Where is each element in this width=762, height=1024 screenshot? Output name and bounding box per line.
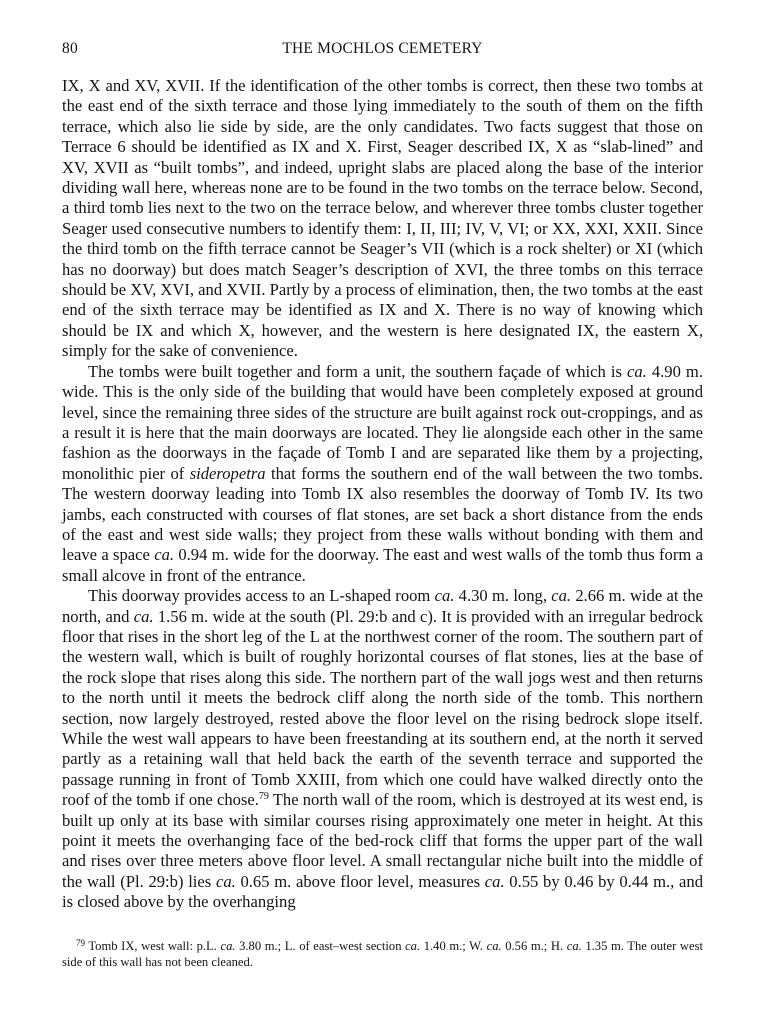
text-run: 1.35 m. The outer west side of this wall has not been cleaned. — [62, 939, 704, 969]
italic-text: ca. — [220, 939, 236, 953]
italic-text: ca. — [626, 361, 647, 381]
text-run: Tomb IX, west wall: p.L. — [85, 939, 221, 953]
italic-text: ca. — [484, 871, 505, 891]
text-run: 3.80 m.; L. of east–west section — [235, 939, 406, 953]
italic-text: sideropetra — [189, 463, 266, 483]
italic-text: ca. — [434, 586, 455, 606]
paragraph-3 — [62, 586, 703, 913]
italic-text: ca. — [133, 606, 154, 626]
text-run: This doorway provides access to an L-shaped room — [88, 586, 435, 606]
page-number: 80 — [62, 40, 78, 57]
footnote-79 — [62, 938, 703, 970]
text-run: 0.56 m.; H. — [501, 939, 567, 953]
text-run: 0.94 m. wide for the doorway. The east and west walls of the tomb thus form a small alcove in front of the entrance. — [62, 545, 703, 585]
italic-text: ca. — [215, 871, 236, 891]
text-run: that forms the southern end of the wall between the two tombs. The western doorway leading into Tomb IX also resembles the doorway of Tomb IV. Its two jambs, each constructed with courses of flat stones, are set back a short distance from the ends of the east and west side walls; they project from these walls without bonding with them and leave a space — [62, 463, 704, 565]
text-run: IX, X and XV, XVII. If the identification of the other tombs is correct, then these two tombs at the east end of the sixth terrace and those lying immediately to the south of them on the fifth terrace, which also lie side by side, are the only candidates. Two facts suggest that those on Terrace 6 should be identified as IX and X. First, Seager described IX, X as “slab-lined” and XV, XVII as “built tombs”, and indeed, upright slabs are placed along the base of the interior dividing wall here, whereas none are to be found in the two tombs on the terrace below. Second, a third tomb lies next to the two on the terrace below, and wherever three tombs cluster together Seager used consecutive numbers to identify them: I, II, III; IV, V, VI; or XX, XXI, XXII. Since the third tomb on the fifth terrace cannot be Seager’s VII (which is a rock shelter) or XI (which has no doorway) but does match Seager’s description of XVI, the three tombs on this terrace should be XV, XVI, and XVII. Partly by a process of elimination, then, the two tombs at the east end of the sixth terrace may be identified as IX and X. There is no way of knowing which should be IX and which X, however, and the western is here designated IX, the eastern X, simply for the sake of convenience. — [62, 76, 703, 361]
text-run: 4.30 m. long, — [454, 586, 552, 606]
text-run: 0.65 m. above floor level, measures — [235, 871, 485, 891]
italic-text: ca. — [566, 939, 582, 953]
text-run: The north wall of the room, which is destroyed at its west end, is built up only at its base with similar courses rising approximately one meter in height. At this point it meets the overhanging face of the bed-rock cliff that forms the upper part of the wall and rises over three meters above floor level. A small rectangular niche built into the middle of the wall (Pl. 29:b) lies — [62, 790, 703, 891]
italic-text: ca. — [405, 939, 421, 953]
paragraph-1 — [62, 76, 703, 362]
italic-text: ca. — [551, 586, 572, 606]
paragraph-2 — [62, 362, 703, 586]
italic-text: ca. — [154, 545, 175, 565]
text-run: 2.66 m. wide at the north, and — [62, 586, 703, 626]
body-text — [62, 76, 703, 913]
text-run: The tombs were built together and form a unit, the southern façade of which is — [88, 361, 627, 381]
text-run: 0.55 by 0.46 by 0.44 m., and is closed above by the overhanging — [62, 871, 703, 912]
footnote-marker: 79 — [258, 791, 269, 803]
italic-text: ca. — [486, 939, 502, 953]
text-run: 1.56 m. wide at the south (Pl. 29:b and c). It is provided with an irregular bedrock floor that rises in the short leg of the L at the northwest corner of the room. The southern part of the western wall, which is built of roughly horizontal courses of flat stones, lies at the base of the rock slope that rises along this side. The northern part of the wall jogs west and then returns to the north until it meets the bedrock cliff along the north side of the tomb. This northern section, now largely destroyed, rested above the floor level on the rising bedrock slope itself. While the west wall appears to have been freestanding at its southern end, at the north it served partly as a retaining wall that held back the earth of the seventh terrace and supported the passage running in front of Tomb XXIII, from which one could have walked directly onto the roof of the tomb if one chose. — [62, 606, 703, 810]
text-run: 4.90 m. wide. This is the only side of the building that would have been completely exposed at ground level, since the remaining three sides of the structure are built against rock out-croppings, and as a result it is here that the main doorways are located. They lie alongside each other in the same fashion as the doorways in the façade of Tomb I and are separated like them by a projecting, monolithic pier of — [62, 361, 703, 483]
running-header — [62, 40, 703, 62]
footnote-marker: 79 — [76, 938, 85, 948]
footnotes — [62, 938, 703, 970]
text-run: 1.40 m.; W. — [420, 939, 487, 953]
running-title: THE MOCHLOS CEMETERY — [282, 40, 483, 57]
